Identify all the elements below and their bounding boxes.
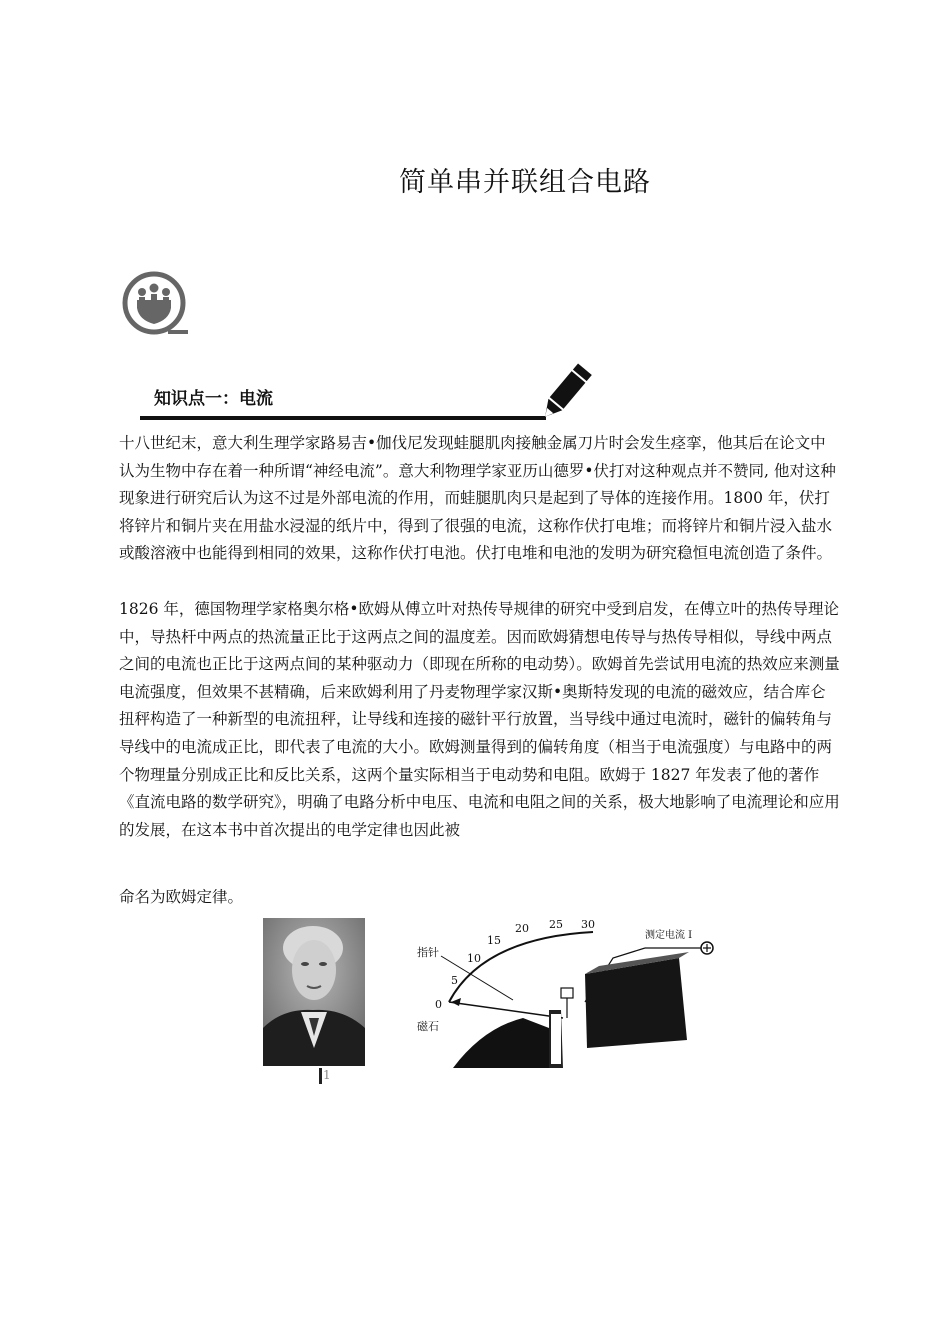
group-people-icon: [120, 270, 190, 336]
torsion-balance-diagram: [413, 918, 723, 1068]
page-title: 简单串并联组合电路: [399, 167, 651, 198]
magnet-label: 磁石: [417, 1020, 439, 1033]
paragraph-galvani-volta: 十八世纪末，意大利生理学家路易吉•伽伐尼发现蛙腿肌肉接触金属刀片时会发生痉挛，他其后在论文中认为生物中存在着一种所谓“神经电流”。意大利物理学家亚历山德罗•伏打对这种观点并不赞同, 他对这种现象进行研究后认为这不过是外部电流的作用，而蛙腿肌肉只是起到了导体的连接作用。1800 年，伏打将锌片和铜片夹在用盐水浸湿的纸片中，得到了很强的电流，这称作伏打电堆；而将锌片和铜片浸入盐水或酸溶液中也能得到相同的效果，这称作伏打电池。伏打电堆和电池的发明为研究稳恒电流创造了条件。: [119, 434, 836, 563]
scale-label-0: 0: [435, 998, 442, 1011]
scale-label-15: 15: [487, 934, 501, 947]
scale-label-20: 20: [515, 922, 529, 935]
paragraph-ohm-law: 命名为欧姆定律。: [119, 888, 244, 906]
paragraph-ohm: 1826 年，德国物理学家格奥尔格•欧姆从傅立叶对热传导规律的研究中受到启发，在傅立叶的热传导理论中，导热杆中两点的热流量正比于这两点之间的温度差。因而欧姆猜想电传导与热传导相似，导线中两点之间的电流也正比于这两点间的某种驱动力（即现在所称的电动势）。欧姆首先尝试用电流的热效应来测量电流强度，但效果不甚精确，后来欧姆利用了丹麦物理学家汉斯•奥斯特发现的电流的磁效应，结合库仑扭秤构造了一种新型的电流扭秤，让导线和连接的磁针平行放置，当导线中通过电流时，磁针的偏转角与导线中的电流成正比，即代表了电流的大小。欧姆测量得到的偏转角度（相当于电流强度）与电路中的两个物理量分别成正比和反比关系，这两个量实际相当于电动势和电阻。欧姆于 1827 年发表了他的著作《直流电路的数学研究》，明确了电路分析中电压、电流和电阻之间的关系，极大地影响了电流理论和应用的发展，在这本书中首次提出的电学定律也因此被: [119, 600, 840, 839]
figure-caption-mark: 1: [323, 1068, 331, 1082]
scale-label-30: 30: [581, 918, 595, 931]
section-heading: 知识点一：电流: [154, 389, 273, 409]
text-cursor: [319, 1068, 322, 1084]
scale-label-5: 5: [451, 974, 458, 987]
scale-label-10: 10: [467, 952, 481, 965]
current-label: 测定电流 I: [645, 930, 693, 941]
section-divider: [140, 416, 546, 420]
pencil-icon: [532, 360, 598, 426]
pointer-label: 指针: [417, 946, 439, 959]
scale-label-25: 25: [549, 918, 563, 931]
ohm-portrait-image: [263, 918, 365, 1066]
